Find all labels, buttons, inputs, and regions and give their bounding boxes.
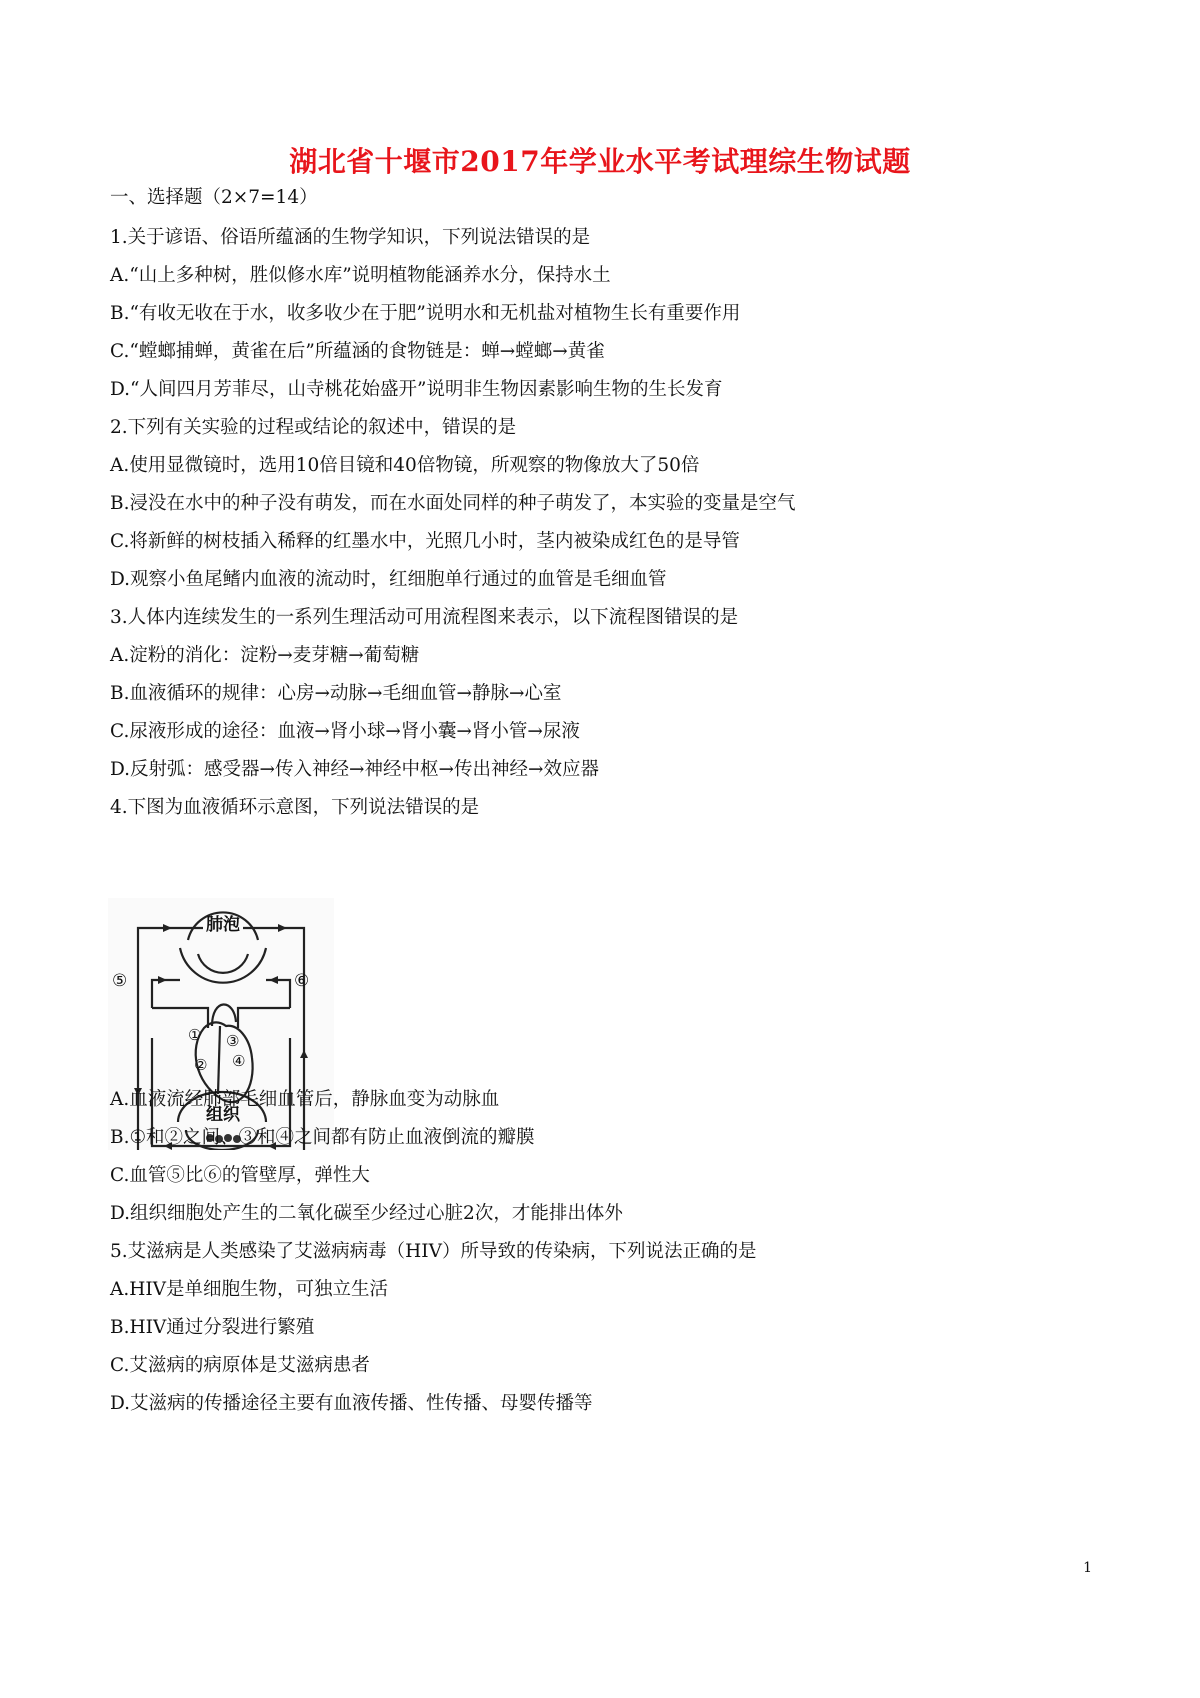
tissue-label: 组织 [206, 1105, 240, 1125]
question-5-option-d: D.艾滋病的传播途径主要有血液传播、性传播、母婴传播等 [110, 1393, 593, 1414]
question-1-option-c: C.“螳螂捕蝉，黄雀在后”所蕴涵的食物链是：蝉→螳螂→黄雀 [110, 341, 605, 362]
question-1-option-a: A.“山上多种树，胜似修水库”说明植物能涵养水分，保持水土 [110, 265, 611, 286]
page-title: 湖北省十堰市2017年学业水平考试理综生物试题 [289, 145, 911, 178]
section-heading: 一、选择题（2×7=14） [110, 187, 318, 208]
marker-1: ① [188, 1026, 202, 1044]
question-3-option-b: B.血液循环的规律：心房→动脉→毛细血管→静脉→心室 [110, 683, 562, 704]
marker-3: ③ [226, 1032, 240, 1050]
question-5-stem: 5.艾滋病是人类感染了艾滋病病毒（HIV）所导致的传染病，下列说法正确的是 [110, 1241, 757, 1262]
question-5-option-b: B.HIV通过分裂进行繁殖 [110, 1317, 315, 1338]
question-4-option-d: D.组织细胞处产生的二氧化碳至少经过心脏2次，才能排出体外 [110, 1203, 623, 1224]
page-number: 1 [1083, 1560, 1092, 1576]
question-2-stem: 2.下列有关实验的过程或结论的叙述中，错误的是 [110, 417, 517, 438]
marker-2: ② [194, 1056, 208, 1074]
question-1-stem: 1.关于谚语、俗语所蕴涵的生物学知识，下列说法错误的是 [110, 227, 591, 248]
question-3-option-a: A.淀粉的消化：淀粉→麦芽糖→葡萄糖 [110, 645, 420, 666]
marker-4: ④ [232, 1052, 246, 1070]
blood-circulation-diagram [108, 898, 334, 1150]
question-4-option-a: A.血液流经肺部毛细血管后，静脉血变为动脉血 [110, 1089, 500, 1110]
question-4-option-b: B.①和②之间、③和④之间都有防止血液倒流的瓣膜 [110, 1127, 535, 1148]
question-5-option-a: A.HIV是单细胞生物，可独立生活 [110, 1279, 389, 1300]
question-3-option-d: D.反射弧：感受器→传入神经→神经中枢→传出神经→效应器 [110, 759, 600, 780]
question-2-option-b: B.浸没在水中的种子没有萌发，而在水面处同样的种子萌发了，本实验的变量是空气 [110, 493, 796, 514]
question-3-stem: 3.人体内连续发生的一系列生理活动可用流程图来表示，以下流程图错误的是 [110, 607, 739, 628]
question-4-stem: 4.下图为血液循环示意图，下列说法错误的是 [110, 797, 480, 818]
question-2-option-c: C.将新鲜的树枝插入稀释的红墨水中，光照几小时，茎内被染成红色的是导管 [110, 531, 740, 552]
marker-6: ⑥ [294, 971, 310, 991]
marker-5: ⑤ [112, 971, 128, 991]
question-1-option-b: B.“有收无收在于水，收多收少在于肥”说明水和无机盐对植物生长有重要作用 [110, 303, 741, 324]
question-2-option-a: A.使用显微镜时，选用10倍目镜和40倍物镜，所观察的物像放大了50倍 [110, 455, 700, 476]
question-2-option-d: D.观察小鱼尾鳍内血液的流动时，红细胞单行通过的血管是毛细血管 [110, 569, 667, 590]
question-1-option-d: D.“人间四月芳菲尽，山寺桃花始盛开”说明非生物因素影响生物的生长发育 [110, 379, 723, 400]
question-4-option-c: C.血管⑤比⑥的管壁厚，弹性大 [110, 1165, 370, 1186]
question-5-option-c: C.艾滋病的病原体是艾滋病患者 [110, 1355, 370, 1376]
lung-label: 肺泡 [206, 915, 240, 935]
question-3-option-c: C.尿液形成的途径：血液→肾小球→肾小囊→肾小管→尿液 [110, 721, 580, 742]
